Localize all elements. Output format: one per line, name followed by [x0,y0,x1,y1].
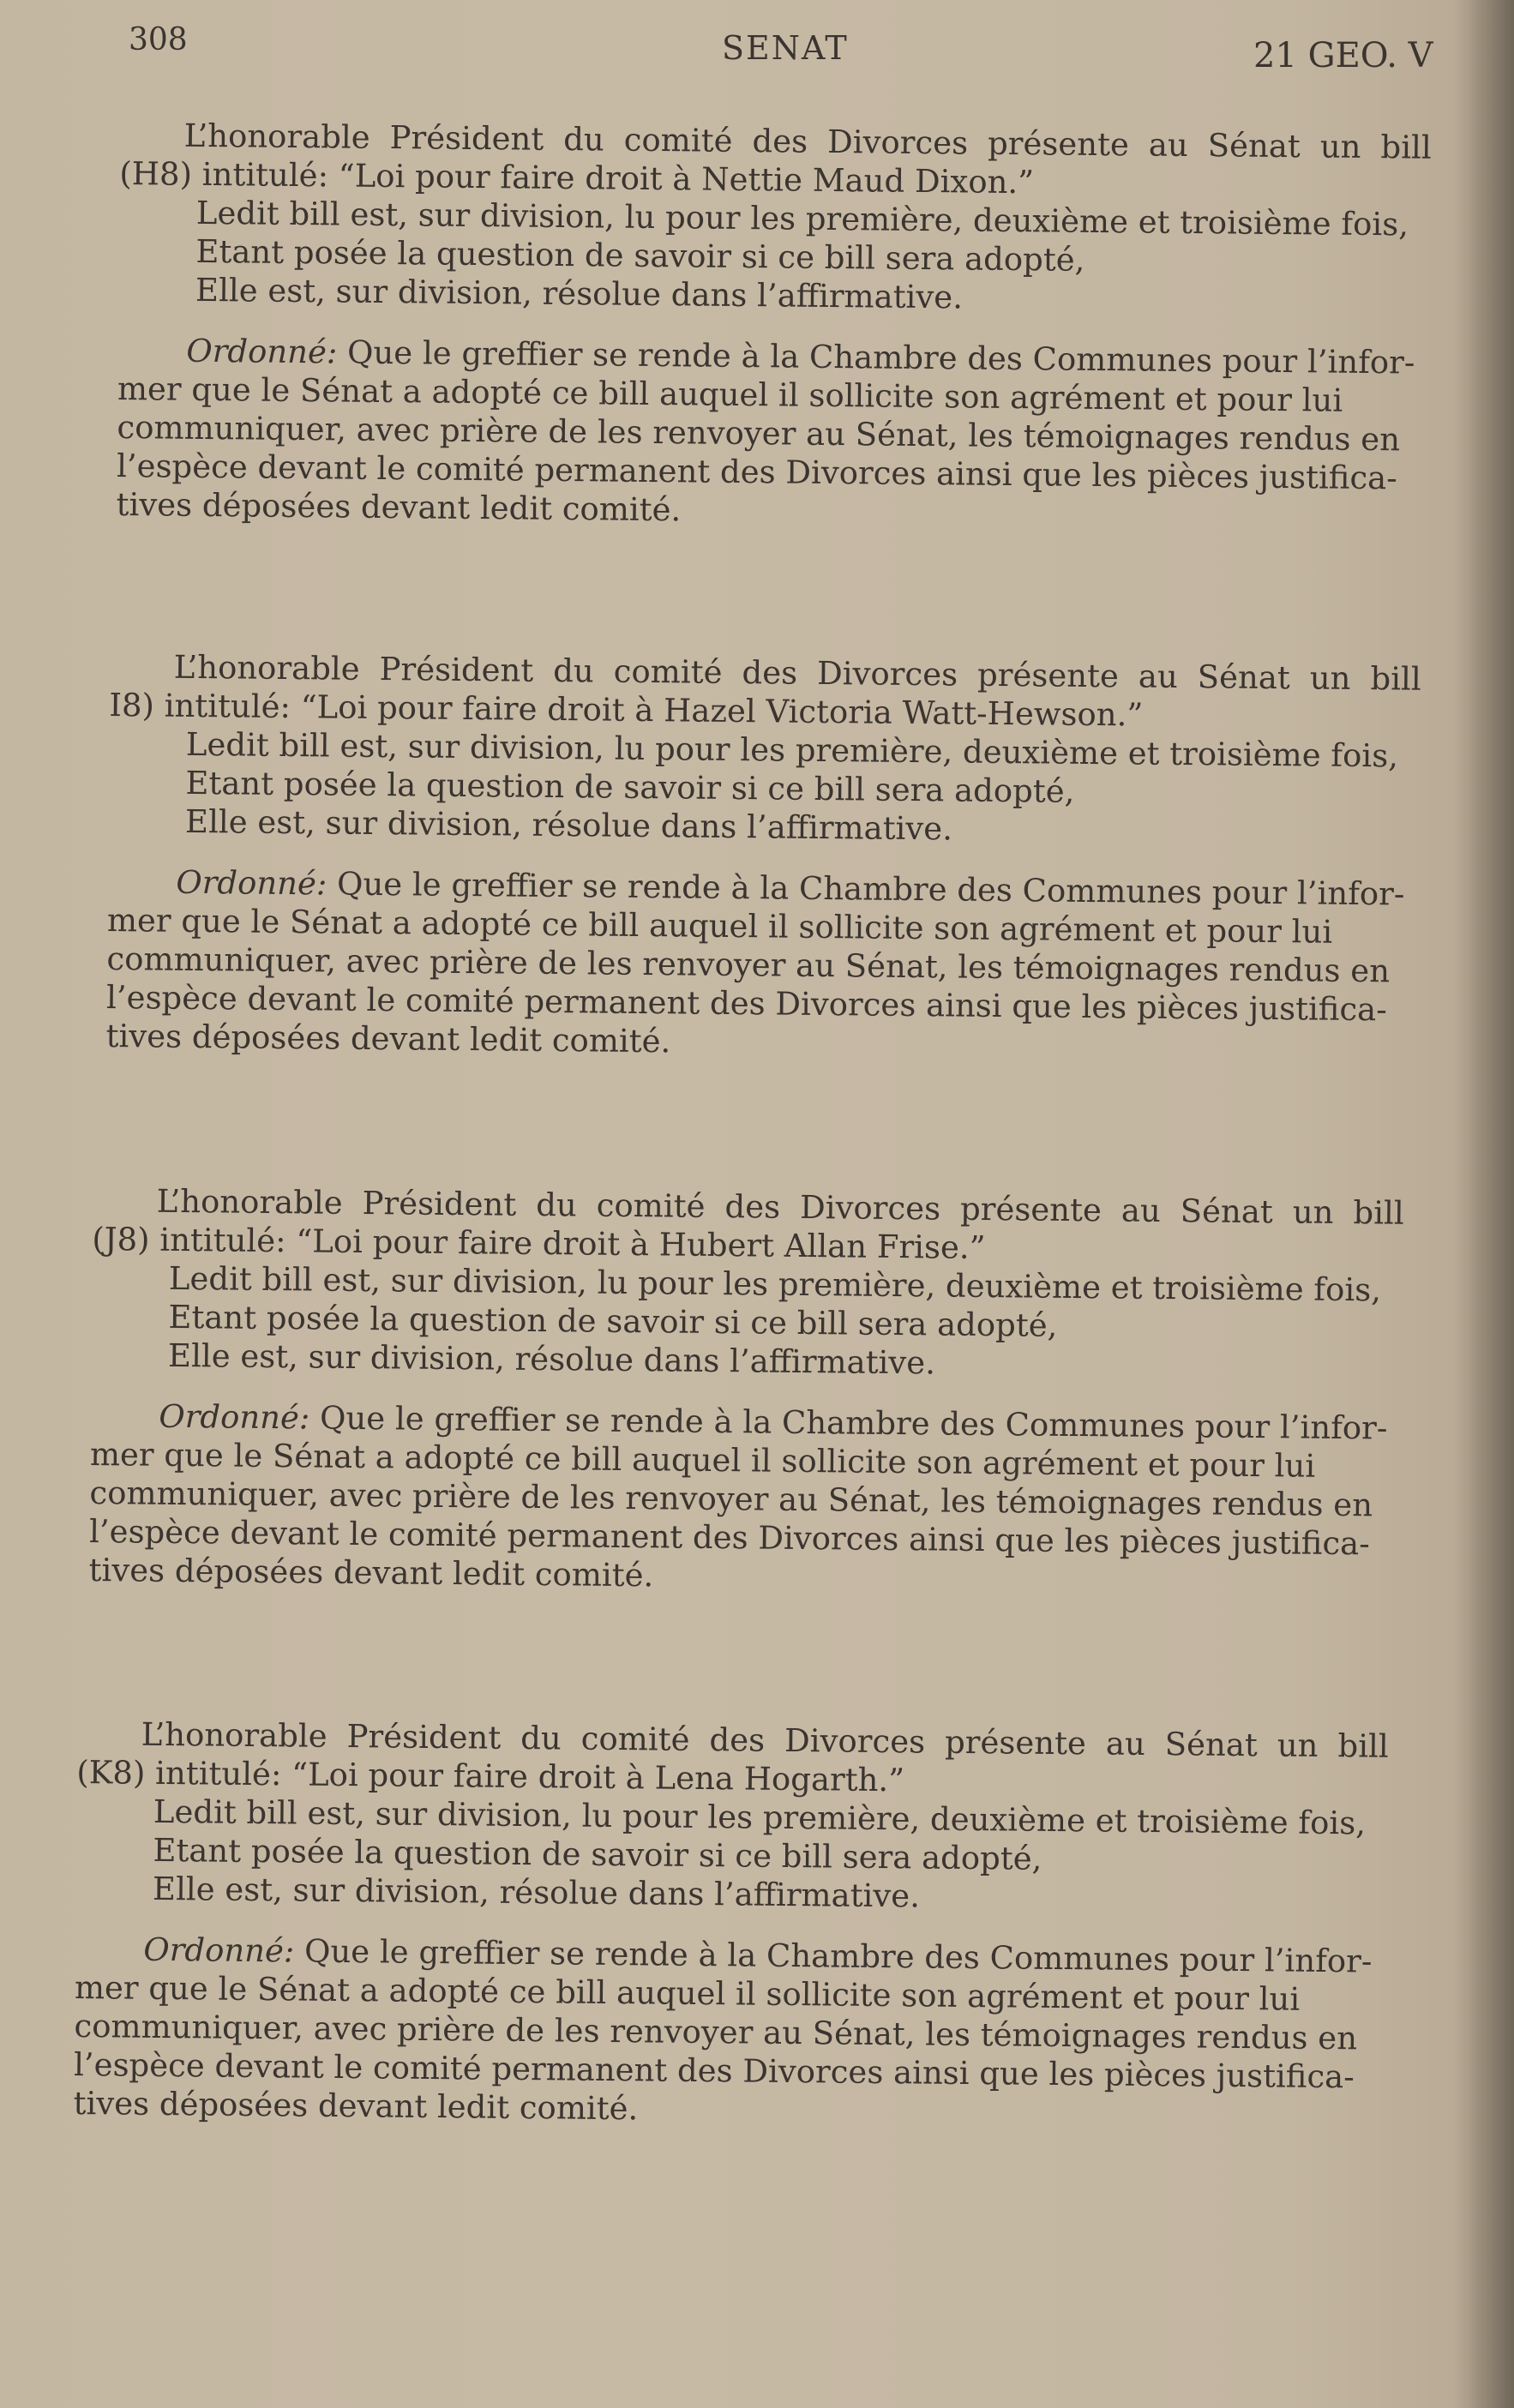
entry-order-line: l’espèce devant le comité permanent des Divorces ainsi que les pièces justifica- [116,447,1397,497]
entry-order-line: tives déposées devant ledit comité. [105,1017,671,1060]
book-spine-shadow [1469,0,1514,2408]
entry-order-line: l’espèce devant le comité permanent des Divorces ainsi que les pièces justifica- [88,1512,1370,1563]
entry-order-line: mer que le Sénat a adopté ce bill auquel il sollicite son agrément et pour lui [117,369,1343,419]
order-text: Que le greffier se rende à la Chambre des Communes pour l’infor- [337,333,1415,381]
order-text: Que le greffier se rende à la Chambre des Communes pour l’infor- [309,1399,1388,1447]
entry-order-line: communiquer, avec prière de les renvoyer au Sénat, les témoignages rendus en [74,2007,1358,2057]
entry-bill-title: I8) intitulé: “Loi pour faire droit à Hazel Victoria Watt-Hewson.” [109,686,1144,734]
entry-order-line: communiquer, avec prière de les renvoyer au Sénat, les témoignages rendus en [117,408,1401,459]
entry-order-line: mer que le Sénat a adopté ce bill auquel il sollicite son agrément et pour lui [74,1968,1301,2018]
bill-entry-j8 [88,1181,1403,1602]
entry-question: Etant posée la question de savoir si ce bill sera adopté, [185,764,1075,810]
entry-question: Etant posée la question de savoir si ce bill sera adopté, [195,232,1085,279]
entry-order-line: l’espèce devant le comité permanent des Divorces ainsi que les pièces justifica- [105,978,1387,1029]
session-reference: 21 GEO. V [1253,36,1433,75]
entry-resolution: Elle est, sur division, résolue dans l’affirmative. [167,1336,936,1382]
order-text: Que le greffier se rende à la Chambre des Communes pour l’infor- [294,1932,1373,1980]
entry-resolution: Elle est, sur division, résolue dans l’affirmative. [195,271,964,316]
entry-intro-line: L’honorable Président du comité des Divorces présente au Sénat un bill [173,648,1421,698]
order-label: Ordonné: [176,863,327,903]
bill-entry-i8 [105,647,1421,1068]
order-label: Ordonné: [159,1397,310,1437]
entry-order-line: communiquer, avec prière de les renvoyer au Sénat, les témoignages rendus en [89,1474,1373,1524]
entry-question: Etant posée la question de savoir si ce bill sera adopté, [168,1298,1058,1344]
entry-reading: Ledit bill est, sur division, lu pour les première, deuxième et troisième fois, [153,1792,1367,1842]
running-title: SENAT [722,29,849,67]
page-number: 308 [129,22,188,57]
order-text: Que le greffier se rende à la Chambre des Communes pour l’infor- [327,865,1405,913]
entry-bill-title: (K8) intitulé: “Loi pour faire droit à Lena Hogarth.” [76,1753,905,1799]
entry-order-line: tives déposées devant ledit comité. [116,485,682,529]
entry-resolution: Elle est, sur division, résolue dans l’affirmative. [184,802,953,848]
entry-reading: Ledit bill est, sur division, lu pour les première, deuxième et troisième fois, [168,1259,1382,1309]
order-label: Ordonné: [143,1931,295,1970]
entry-intro-line: L’honorable Président du comité des Divorces présente au Sénat un bill [156,1182,1404,1232]
entry-reading: Ledit bill est, sur division, lu pour les première, deuxième et troisième fois, [195,194,1409,243]
entry-bill-title: (J8) intitulé: “Loi pour faire droit à Hubert Allan Frise.” [92,1220,986,1267]
entry-order-line: mer que le Sénat a adopté ce bill auquel il sollicite son agrément et pour lui [106,901,1333,951]
order-label: Ordonné: [186,332,338,371]
page-header [0,17,1514,77]
entry-reading: Ledit bill est, sur division, lu pour les première, deuxième et troisième fois, [185,725,1399,775]
entry-order-line: mer que le Sénat a adopté ce bill auquel il sollicite son agrément et pour lui [89,1435,1316,1485]
entry-order-line: tives déposées devant ledit comité. [88,1551,654,1594]
entry-intro-line: L’honorable Président du comité des Divorces présente au Sénat un bill [141,1715,1389,1765]
entry-question: Etant posée la question de savoir si ce bill sera adopté, [153,1831,1042,1877]
entry-order-line: tives déposées devant ledit comité. [73,2084,639,2128]
entry-order-line: l’espèce devant le comité permanent des Divorces ainsi que les pièces justifica- [73,2045,1355,2096]
entry-order-line: communiquer, avec prière de les renvoyer au Sénat, les témoignages rendus en [106,940,1391,990]
bill-entry-k8 [73,1714,1388,2135]
entry-intro-line: L’honorable Président du comité des Divorces présente au Sénat un bill [183,117,1432,166]
entry-resolution: Elle est, sur division, résolue dans l’affirmative. [152,1870,921,1915]
bill-entry-h8 [116,116,1431,537]
entry-bill-title: (H8) intitulé: “Loi pour faire droit à Nettie Maud Dixon.” [119,154,1035,201]
